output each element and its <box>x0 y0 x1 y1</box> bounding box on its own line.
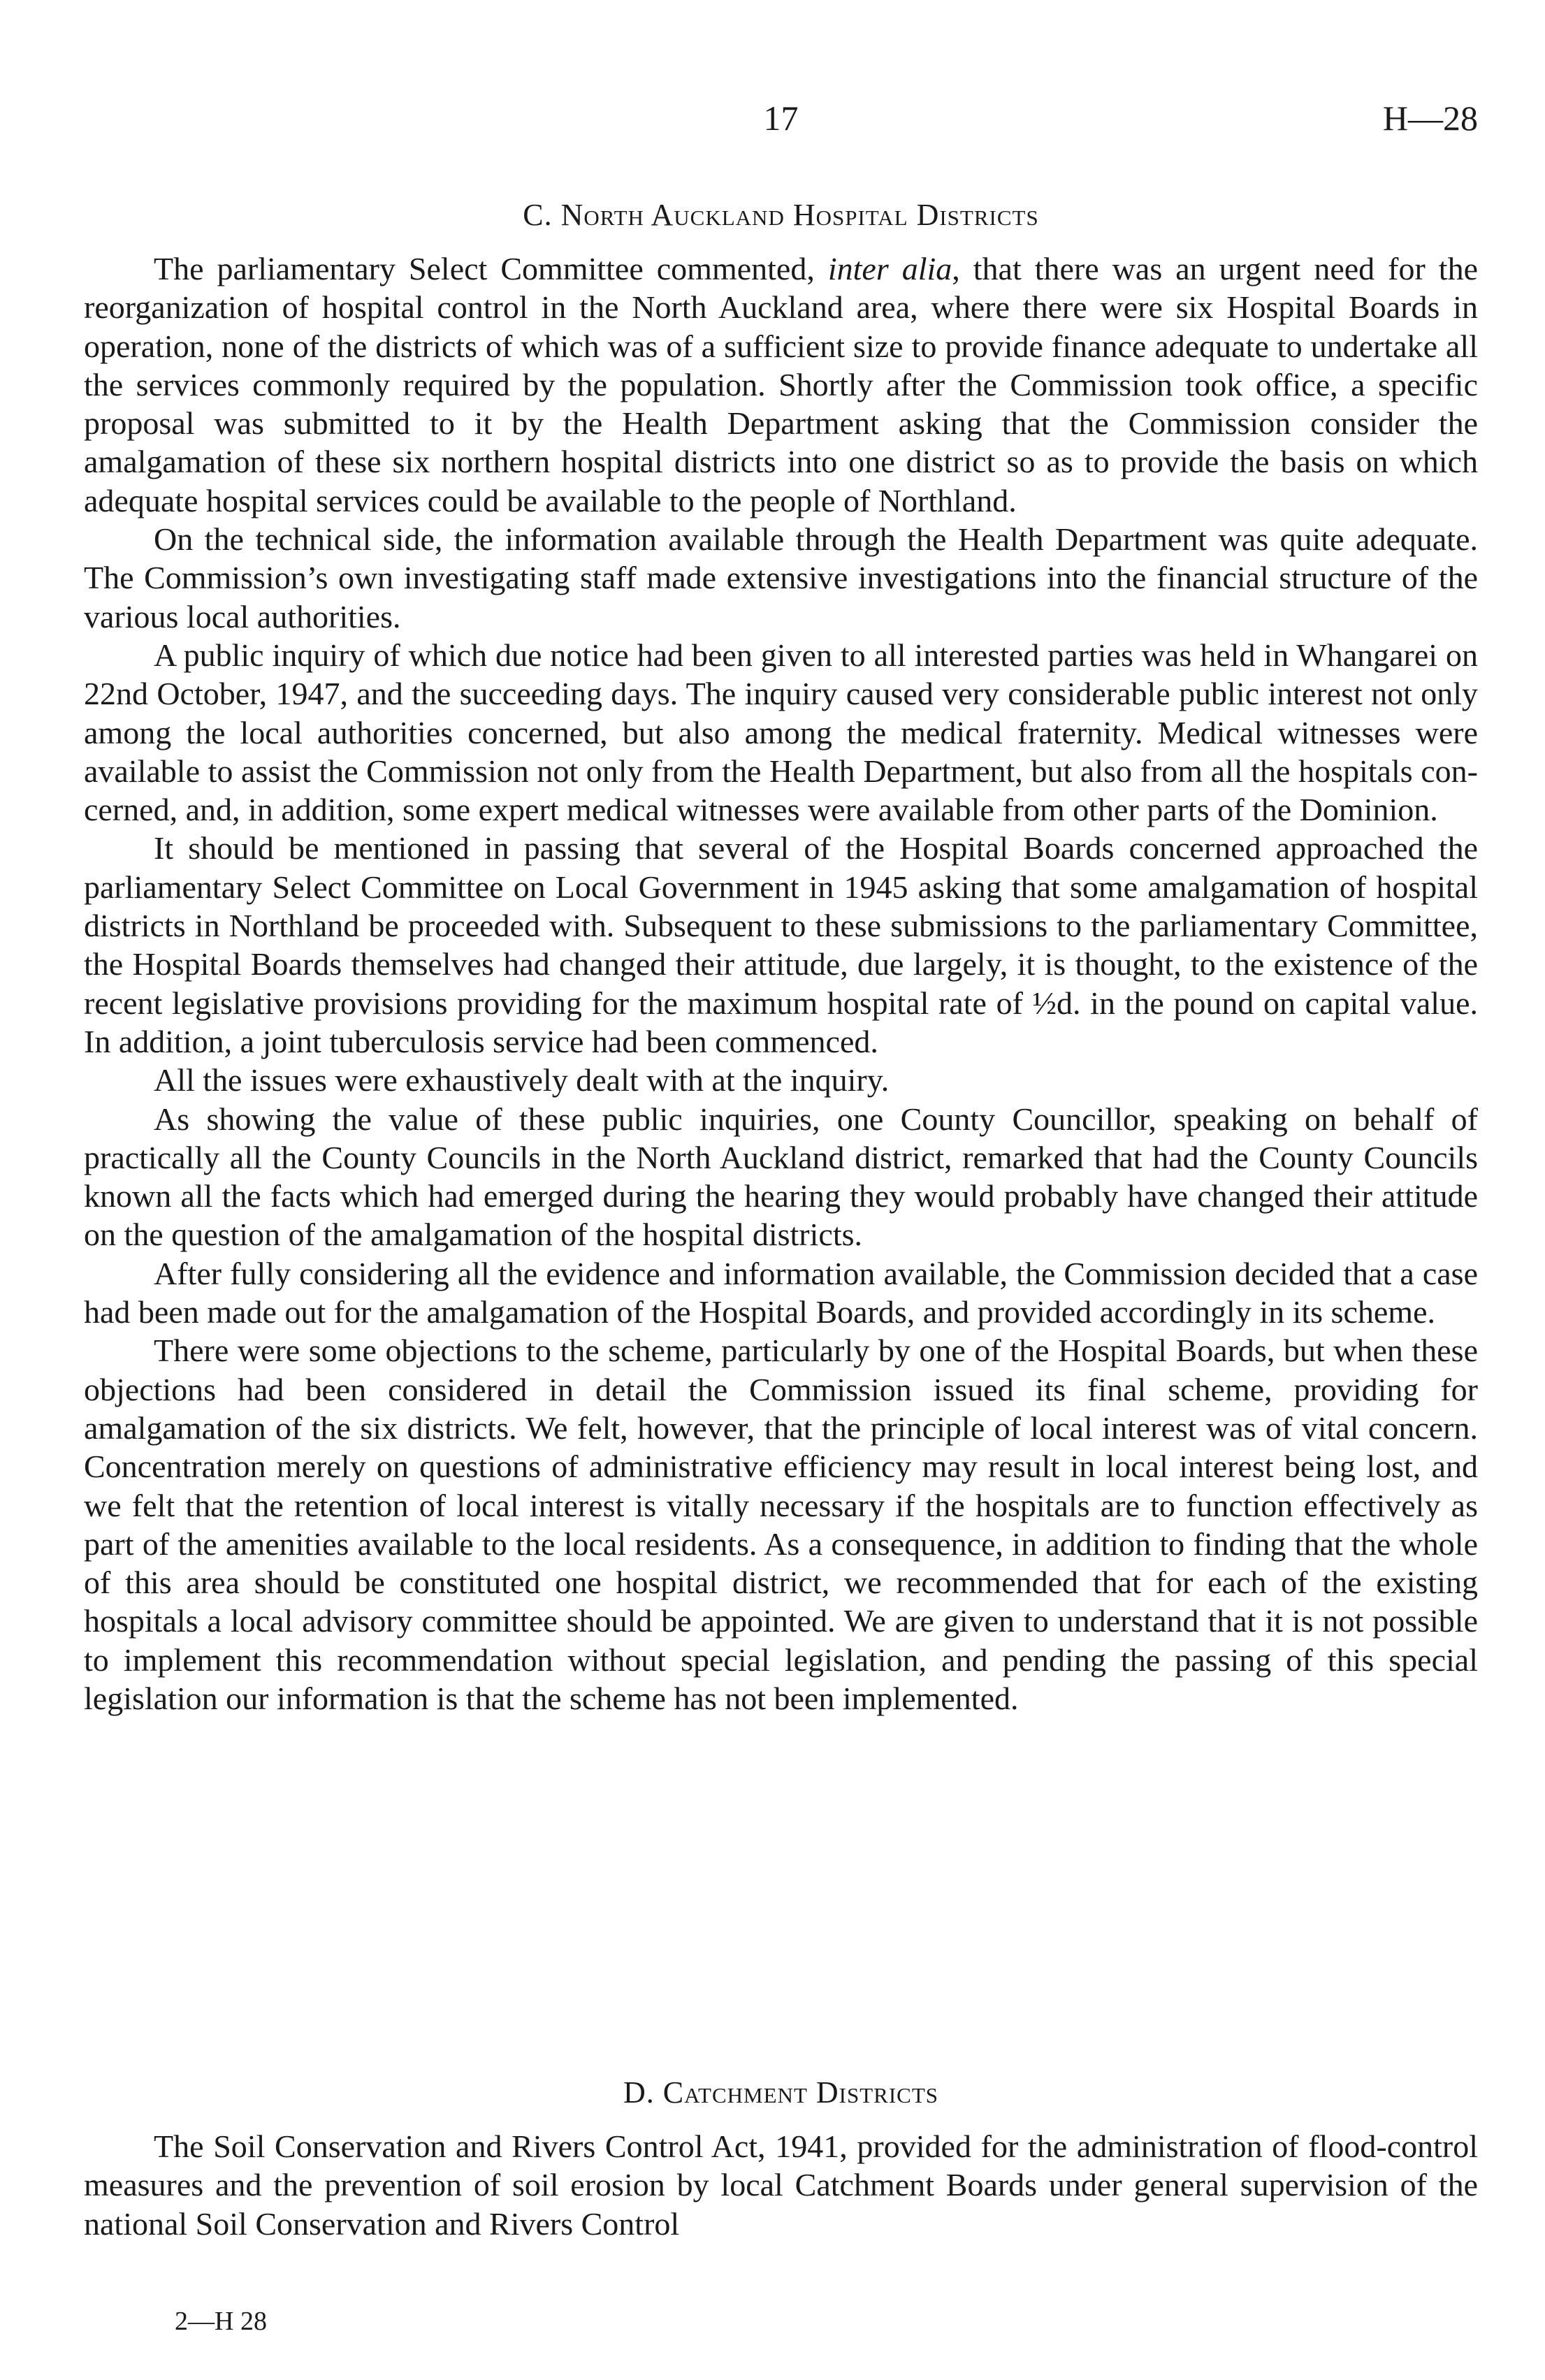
section-body-north-auckland <box>84 249 1478 1718</box>
paragraph: A public inquiry of which due notice had been given to all interested parties was held in Whangarei on 22nd October, 1947, and the succeeding days. The inquiry caused very considerable public interest not only among the local authorities concerned, but also among the medical fraternity. Medical witnesses were available to assist the Commission not only from the Health Department, but also from all the hospitals concerned, and, in addition, some expert medical witnesses were available from other parts of the Dominion. <box>84 637 1478 828</box>
section-body-catchment <box>84 2127 1478 2243</box>
document-code: H—28 <box>1382 99 1478 138</box>
paragraph-text: The parliamentary Select Committee commented, <box>154 251 828 286</box>
paragraph: All the issues were exhaustively dealt with at the inquiry. <box>154 1062 890 1098</box>
paragraph: After fully considering all the evidence and information available, the Commission decided that a case had been made out for the amalgamation of the Hospital Boards, and provided accordingly in its scheme. <box>84 1255 1478 1330</box>
section-heading-north-auckland: C. North Auckland Hospital Districts <box>523 198 1039 232</box>
printer-signature: 2—H 28 <box>175 2307 267 2336</box>
italic-phrase: inter alia <box>827 251 952 286</box>
page-number: 17 <box>763 99 799 138</box>
paragraph: The Soil Conservation and Rivers Control Act, 1941, provided for the administration of flood-control measures and the prevention of soil erosion by local Catchment Boards under general supervision of the national Soil Conservation and Rivers Control <box>84 2128 1478 2242</box>
paragraph: It should be mentioned in passing that several of the Hospital Boards concerned approached the parliamentary Select Committee on Local Government in 1945 asking that some amalgamation of hospital districts in Northland be proceeded with. Subsequent to these submissions to the parliamentary Committee, the Hospital Boards themselves had changed their attitude, due largely, it is thought, to the existence of the recent legislative provisions providing for the maximum hospital rate of ½d. in the pound on capital value. In addition, a joint tuberculosis service had been commenced. <box>84 830 1478 1059</box>
paragraph: There were some objections to the scheme, particularly by one of the Hospital Boards, but when these objections had been considered in detail the Commission issued its final scheme, providing for amalgamation of the six districts. We felt, however, that the principle of local interest was of vital concern. Concentration merely on questions of administrative efficiency may result in local interest being lost, and we felt that the retention of local interest is vitally necessary if the hospitals are to function effectively as part of the amenities available to the local residents. As a consequence, in addition to finding that the whole of this area should be constituted one hospital district, we recommended that for each of the existing hospitals a local advisory committee should be appointed. We are given to understand that it is not possible to implement this recommendation without special legislation, and pending the passing of this special legislation our information is that the scheme has not been implemented. <box>84 1333 1478 1716</box>
paragraph: On the technical side, the information available through the Health Department was quite adequate. The Commission’s own investigating staff made extensive investigations into the financial structure of the various local authorities. <box>84 521 1478 634</box>
section-heading-catchment: D. Catchment Districts <box>623 2075 939 2110</box>
page-header <box>84 98 1478 147</box>
paragraph: As showing the value of these public inquiries, one County Councillor, speaking on behalf of practically all the County Councils in the North Auckland district, remarked that had the County Councils known all the facts which had emerged during the hearing they would probably have changed their attitude on the question of the amalgamation of the hospital districts. <box>84 1101 1478 1253</box>
paragraph-text: , that there was an urgent need for the reorganization of hospital control in the North Auckland area, where there were six Hospital Boards in operation, none of the districts of which was of a sufficient size to provide finance adequate to undertake all the services commonly required by the population. Shortly after the Commission took office, a specific proposal was submitted to it by the Health Department asking that the Commission consider the amalgamation of these six northern hospital districts into one district so as to provide the basis on which adequate hospital services could be available to the people of Northland. <box>84 251 1478 518</box>
paragraph <box>84 249 1478 520</box>
